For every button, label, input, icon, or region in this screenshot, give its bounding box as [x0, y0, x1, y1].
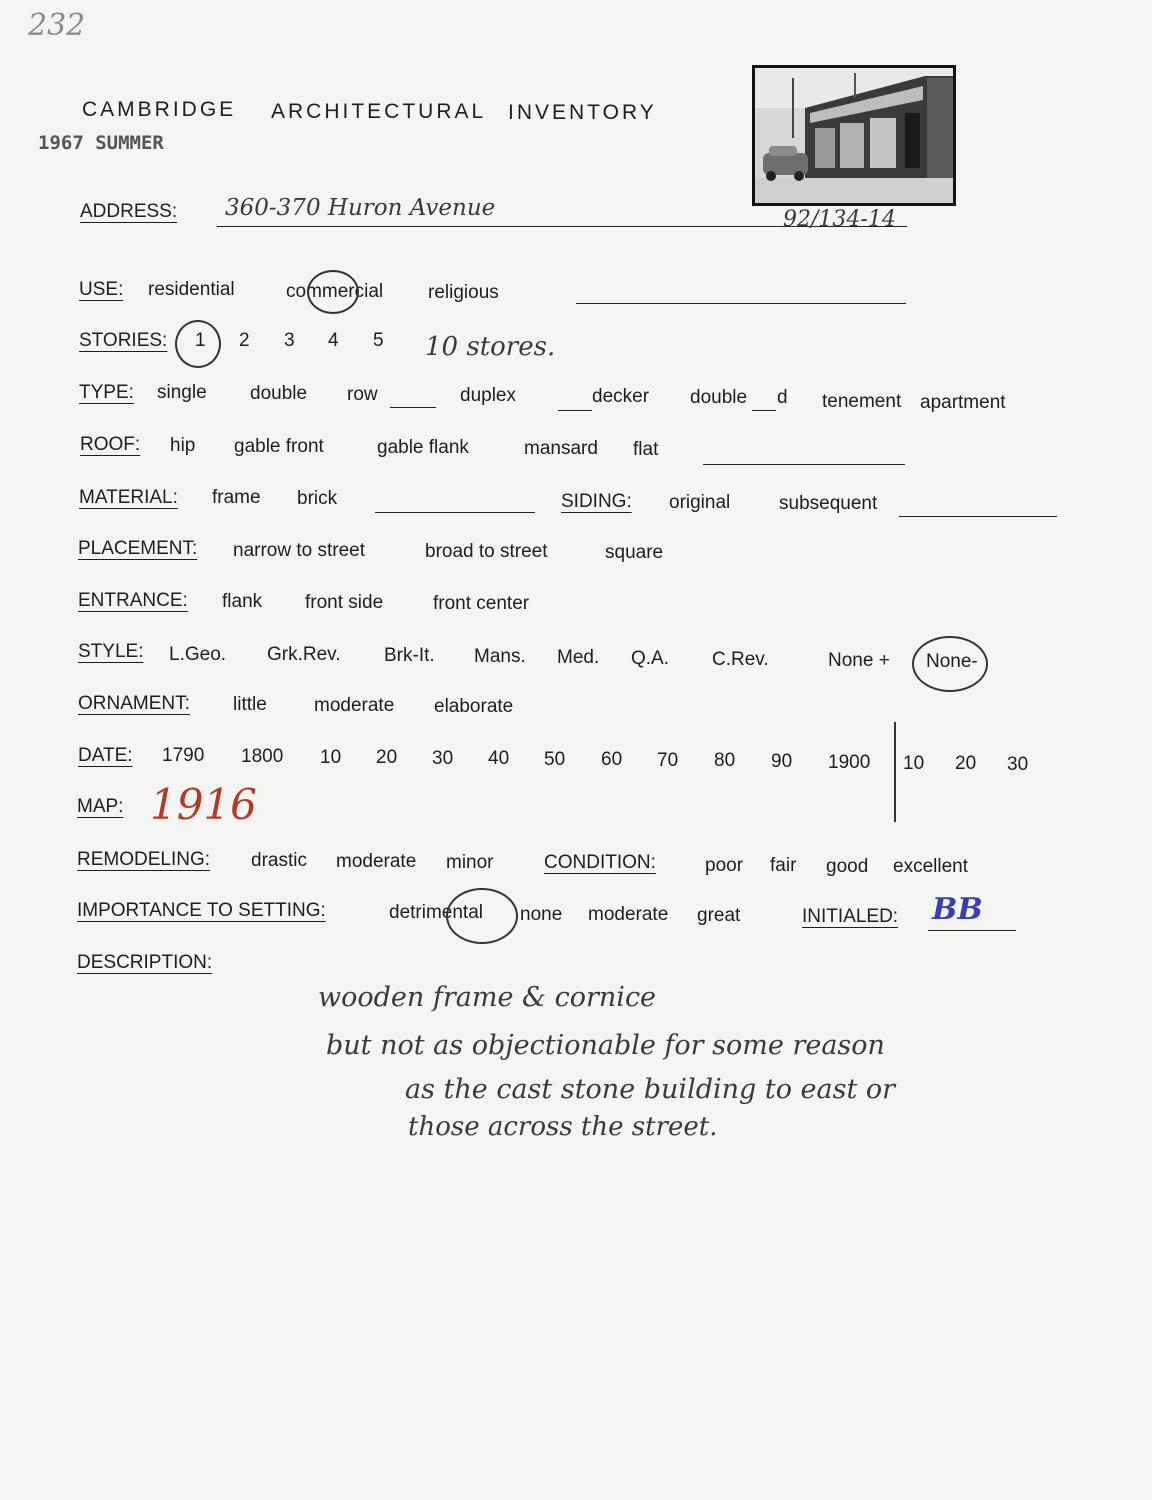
- initialed-line: [928, 930, 1016, 931]
- stories-option-3: 3: [284, 330, 295, 351]
- date-option-50: 50: [544, 749, 566, 770]
- type-option-d-suffix: d: [777, 387, 788, 408]
- description-line-3: as the cast stone building to east or: [405, 1074, 896, 1105]
- style-selection-circle: [912, 636, 988, 692]
- style-option-qa: Q.A.: [631, 648, 670, 669]
- date-option-10: 10: [320, 747, 342, 768]
- address-label: ADDRESS:: [80, 201, 178, 222]
- condition-option-excellent: excellent: [893, 856, 968, 877]
- placement-option-broad: broad to street: [425, 541, 548, 562]
- importance-label: IMPORTANCE TO SETTING:: [77, 900, 326, 921]
- entrance-option-front-side: front side: [305, 592, 384, 613]
- date-option-40: 40: [488, 748, 510, 769]
- date-option-1920: 20: [955, 753, 977, 774]
- condition-option-poor: poor: [705, 855, 744, 876]
- importance-option-great: great: [697, 905, 741, 926]
- address-parcel: 92/134-14: [783, 207, 896, 232]
- corner-number: 232: [28, 8, 86, 43]
- roof-option-mansard: mansard: [524, 438, 598, 459]
- date-label: DATE:: [78, 745, 133, 766]
- ornament-label: ORNAMENT:: [78, 693, 190, 714]
- title-word-inventory: INVENTORY: [508, 101, 657, 124]
- type-option-tenement: tenement: [822, 391, 902, 412]
- siding-option-subsequent: subsequent: [779, 493, 878, 514]
- type-option-double-d: double: [690, 387, 748, 408]
- date-option-1790: 1790: [162, 745, 205, 766]
- style-option-crev: C.Rev.: [712, 649, 769, 670]
- type-label: TYPE:: [79, 382, 134, 403]
- placement-option-square: square: [605, 542, 664, 563]
- type-double-d-blank: [752, 410, 776, 411]
- type-option-apartment: apartment: [920, 392, 1006, 413]
- ornament-option-little: little: [233, 694, 267, 715]
- condition-label: CONDITION:: [544, 852, 656, 873]
- placement-option-narrow: narrow to street: [233, 540, 365, 561]
- address-value: 360-370 Huron Avenue: [225, 195, 496, 221]
- use-label: USE:: [79, 279, 124, 300]
- entrance-option-front-center: front center: [433, 593, 530, 614]
- stories-option-5: 5: [373, 330, 384, 351]
- importance-option-none: none: [520, 904, 563, 925]
- style-option-lgeo: L.Geo.: [169, 644, 227, 665]
- description-line-4: those across the street.: [408, 1112, 718, 1142]
- type-option-decker: decker: [592, 386, 650, 407]
- type-option-double: double: [250, 383, 308, 404]
- use-selection-circle: [307, 270, 359, 314]
- description-line-1: wooden frame & cornice: [318, 982, 657, 1013]
- remodeling-option-minor: minor: [446, 852, 494, 873]
- entrance-option-flank: flank: [222, 591, 263, 612]
- title-word-architectural: ARCHITECTURAL: [271, 100, 487, 123]
- date-option-80: 80: [714, 750, 736, 771]
- roof-label: ROOF:: [80, 434, 141, 455]
- remodeling-label: REMODELING:: [77, 849, 211, 870]
- stories-note: 10 stores.: [425, 332, 556, 362]
- survey-stamp: 1967 SUMMER: [38, 132, 164, 154]
- map-value: 1916: [150, 780, 257, 829]
- title-word-cambridge: CAMBRIDGE: [82, 98, 237, 121]
- storefront-photo: [752, 65, 956, 206]
- initialed-value: BB: [932, 892, 983, 927]
- ornament-option-elaborate: elaborate: [434, 696, 514, 717]
- description-label: DESCRIPTION:: [77, 952, 213, 973]
- placement-label: PLACEMENT:: [78, 538, 198, 559]
- roof-option-flat: flat: [633, 439, 659, 460]
- style-option-brkit: Brk-It.: [384, 645, 435, 666]
- remodeling-option-drastic: drastic: [251, 850, 307, 871]
- date-option-1910: 10: [903, 753, 925, 774]
- material-option-frame: frame: [212, 487, 261, 508]
- style-label: STYLE:: [78, 641, 144, 662]
- roof-option-hip: hip: [170, 435, 196, 456]
- storefront-photo-icon: [755, 68, 953, 203]
- date-option-1930: 30: [1007, 754, 1029, 775]
- style-option-mans: Mans.: [474, 646, 526, 667]
- stories-selection-circle: [175, 320, 221, 368]
- stories-option-4: 4: [328, 330, 339, 351]
- siding-option-original: original: [669, 492, 731, 513]
- condition-option-good: good: [826, 856, 869, 877]
- material-option-brick: brick: [297, 488, 338, 509]
- roof-option-gable-flank: gable flank: [377, 437, 469, 458]
- use-option-residential: residential: [148, 279, 235, 300]
- date-option-60: 60: [601, 749, 623, 770]
- date-option-1900: 1900: [828, 752, 871, 773]
- initialed-label: INITIALED:: [802, 906, 899, 927]
- entrance-label: ENTRANCE:: [78, 590, 188, 611]
- map-label: MAP:: [77, 796, 124, 817]
- style-option-none-minus: None-: [926, 651, 978, 672]
- roof-option-gable-front: gable front: [234, 436, 324, 457]
- stories-option-1: 1: [195, 330, 206, 351]
- use-other-line: [576, 303, 906, 304]
- roof-other-line: [703, 464, 905, 465]
- date-option-90: 90: [771, 751, 793, 772]
- date-option-30: 30: [432, 748, 454, 769]
- style-option-grkrev: Grk.Rev.: [267, 644, 341, 665]
- material-label: MATERIAL:: [79, 487, 178, 508]
- type-decker-blank: [558, 410, 592, 411]
- importance-option-detrimental: detrimental: [389, 902, 483, 923]
- stories-label: STORIES:: [79, 330, 168, 351]
- type-option-single: single: [157, 382, 207, 403]
- importance-selection-circle: [446, 888, 518, 944]
- style-option-none-plus: None +: [828, 650, 890, 671]
- style-option-med: Med.: [557, 647, 600, 668]
- siding-other-line: [899, 516, 1057, 517]
- use-option-commercial: commercial: [286, 281, 384, 302]
- date-option-70: 70: [657, 750, 679, 771]
- remodeling-option-moderate: moderate: [336, 851, 417, 872]
- material-other-line: [375, 512, 535, 513]
- date-option-20: 20: [376, 747, 398, 768]
- importance-option-moderate: moderate: [588, 904, 669, 925]
- date-divider-mark: [894, 722, 896, 822]
- stories-option-2: 2: [239, 330, 250, 351]
- siding-label: SIDING:: [561, 491, 632, 512]
- condition-option-fair: fair: [770, 855, 797, 876]
- type-row-blank: [390, 407, 436, 408]
- description-line-2: but not as objectionable for some reason: [326, 1030, 885, 1061]
- use-option-religious: religious: [428, 282, 499, 303]
- type-option-duplex: duplex: [460, 385, 516, 406]
- type-option-row: row: [347, 384, 378, 405]
- date-option-1800: 1800: [241, 746, 284, 767]
- ornament-option-moderate: moderate: [314, 695, 395, 716]
